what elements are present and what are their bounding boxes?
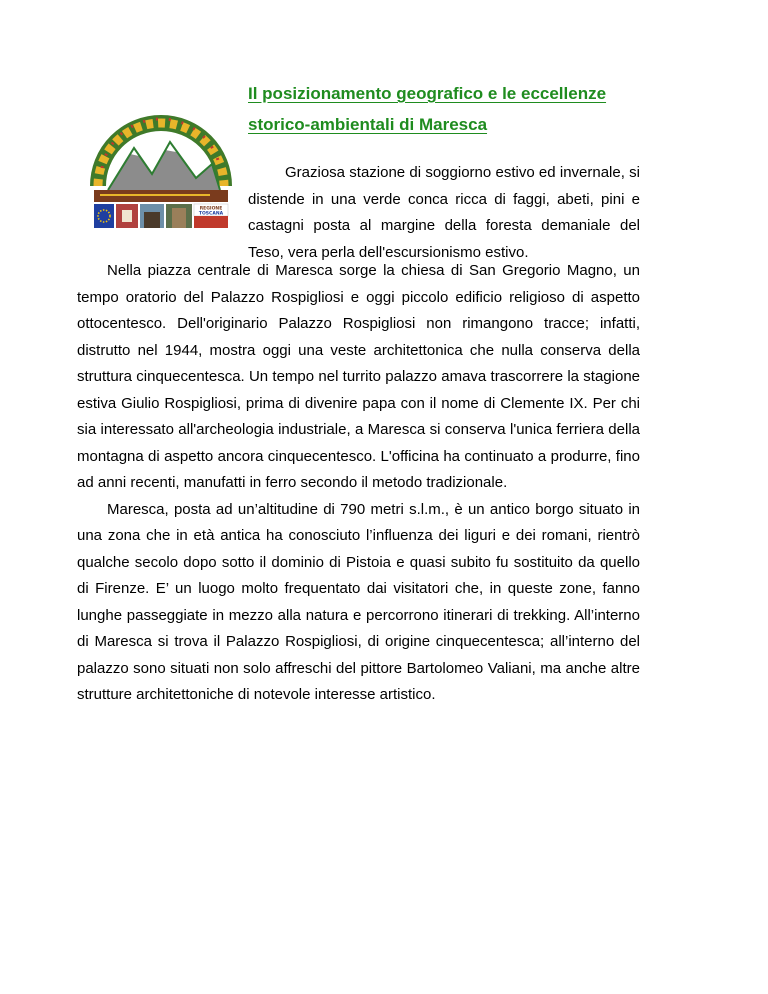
logo-badge-line2: TOSCANA <box>198 211 224 217</box>
body-paragraph-1: Nella piazza centrale di Maresca sorge la chiesa di San Gregorio Magno, un tempo oratorio del Palazzo Rospigliosi e oggi piccolo edificio religioso di aspetto ottocentesco. Dell'originario Palazzo Rospigliosi non rimangono tracce; infatti, distrutto nel 1944, mostra oggi una veste architettonica che nulla conserva della struttura cinquecentesca. Un tempo nel turrito palazzo amava trascorrere la stagione estiva Giulio Rospigliosi, prima di divenire papa con il nome di Clemente IX. Per chi sia interessato all'archeologia industriale, a Maresca si conserva l'unica ferriera della montagna di aspetto ancora cinquecentesco. L'officina ha continuato a produrre, fino ad anni recenti, manufatti in ferro secondo il metodo tradizionale. <box>77 262 640 491</box>
title-line-2: storico-ambientali di Maresca <box>248 115 488 134</box>
body-paragraph-2: Maresca, posta ad un’altitudine di 790 metri s.l.m., è un antico borgo situato in una zona che in età antica ha conosciuto l’influenza dei liguri e dei romani, rientrò qualche secolo dopo sotto il dominio di Pistoia e quasi subito fu sostituito da quello di Firenze. E’ un luogo molto frequentato dai visitatori che, in queste zone, fanno lunghe passeggiate in mezzo alla natura e percorrono itinerari di trekking. All’interno di Maresca si trova il Palazzo Rospigliosi, di origine cinquecentesca; all’interno del palazzo sono situati non solo affreschi del pittore Bartolomeo Valiani, ma anche altre strutture architettoniche di notevole interesse artistico. <box>77 500 640 703</box>
logo-graphic <box>86 108 236 248</box>
title-line-1: Il posizionamento geografico e le eccellenze <box>248 84 607 103</box>
document-title <box>248 78 648 140</box>
body-text <box>77 258 640 709</box>
regional-emblem-logo <box>86 108 236 248</box>
intro-paragraph: Graziosa stazione di soggiorno estivo ed invernale, si distende in una verde conca ricca di faggi, abeti, pini e castagni posta al margine della foresta demaniale del Teso, vera perla dell'escursionismo estivo. <box>248 164 640 261</box>
logo-badge-line1: REGIONE <box>199 206 223 212</box>
intro-section <box>248 160 640 266</box>
